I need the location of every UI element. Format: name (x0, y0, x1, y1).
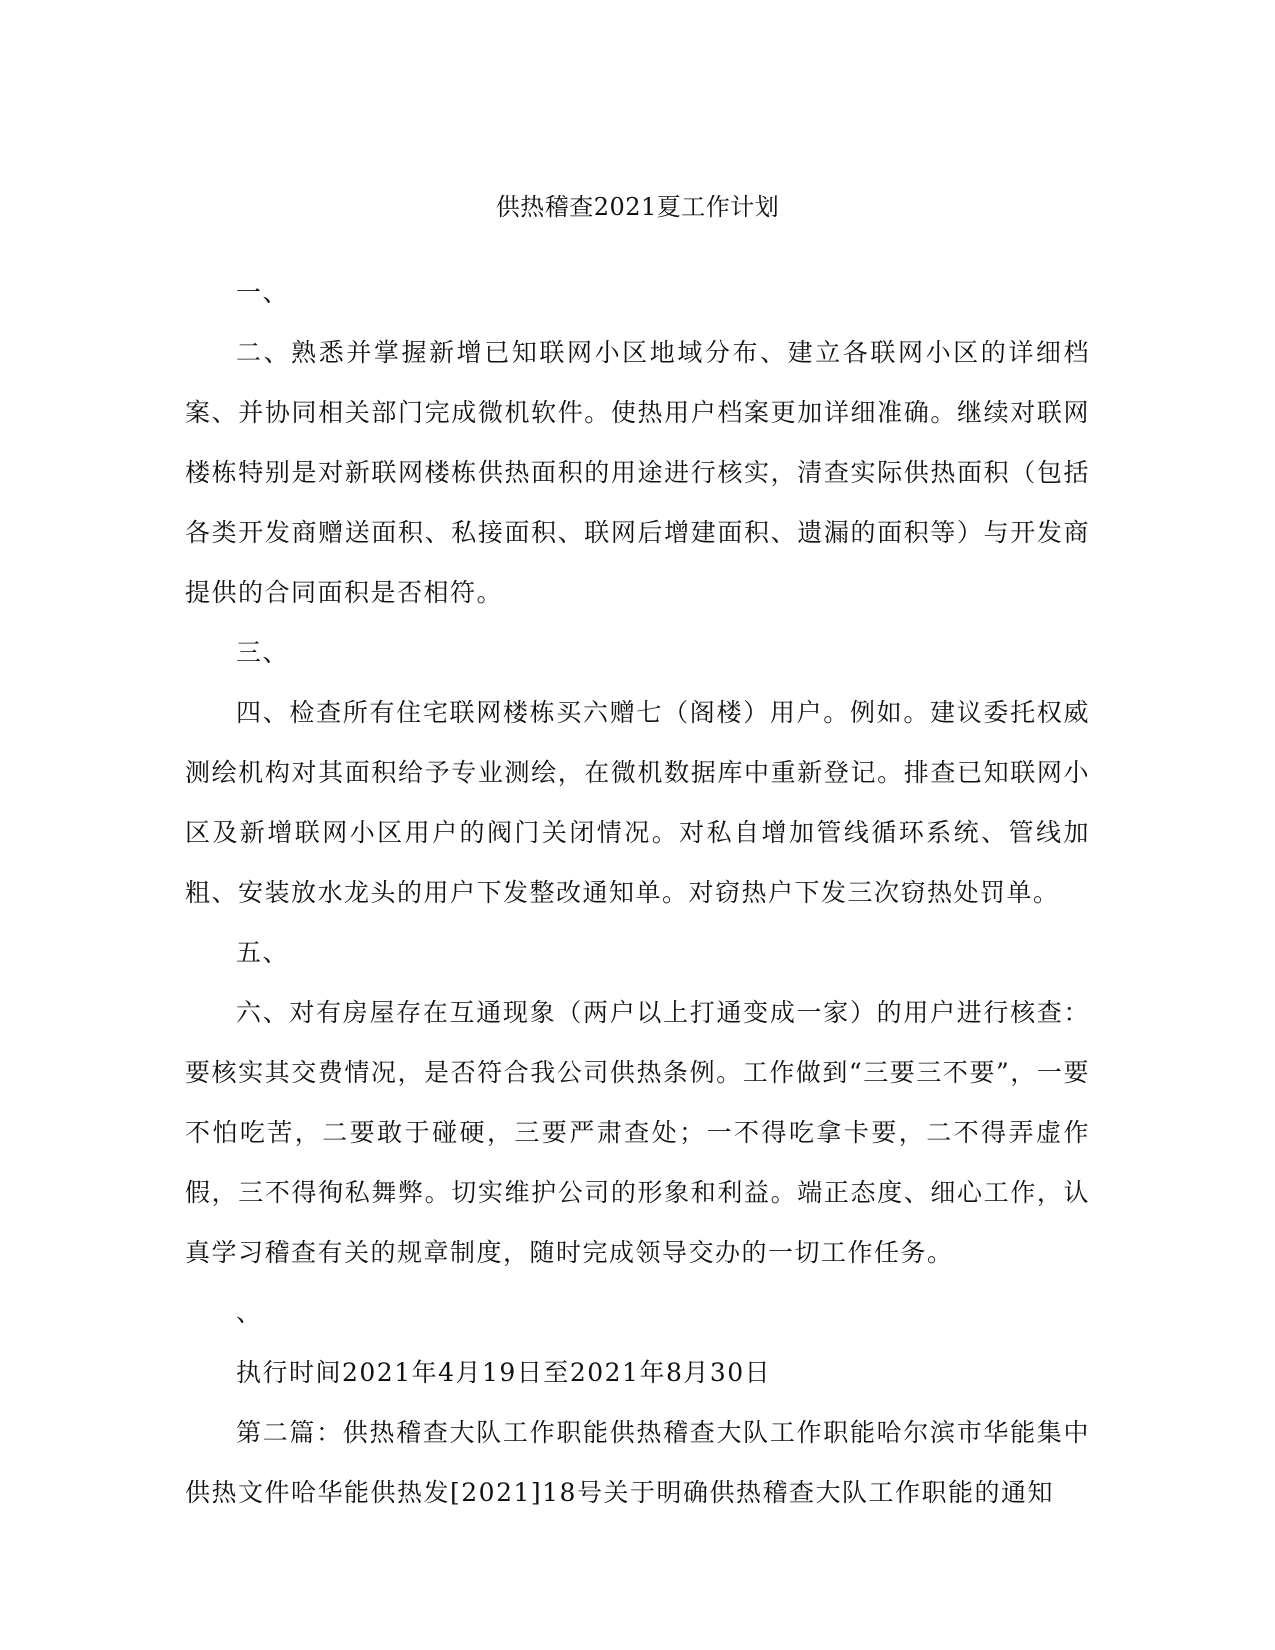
paragraph-2: 二、熟悉并掌握新增已知联网小区地域分布、建立各联网小区的详细档案、并协同相关部门完成微机软件。使热用户档案更加详细准确。继续对联网楼栋特别是对新联网楼栋供热面积的用途进行核实，清查实际供热面积（包括各类开发商赠送面积、私接面积、联网后增建面积、遗漏的面积等）与开发商提供的合同面积是否相符。 (185, 338, 1090, 607)
paragraph-1: 一、 (236, 278, 290, 307)
paragraph-4: 四、检查所有住宅联网楼栋买六赠七（阁楼）用户。例如。建议委托权威测绘机构对其面积给予专业测绘，在微机数据库中重新登记。排查已知联网小区及新增联网小区用户的阀门关闭情况。对私自增加管线循环系统、管线加粗、安装放水龙头的用户下发整改通知单。对窃热户下发三次窃热处罚单。 (185, 698, 1090, 907)
paragraph-3: 三、 (236, 638, 290, 667)
document-body (185, 263, 1090, 1523)
second-article-heading: 第二篇：供热稽查大队工作职能供热稽查大队工作职能哈尔滨市华能集中供热文件哈华能供热发[2021]18号关于明确供热稽查大队工作职能的通知 (185, 1418, 1090, 1507)
paragraph-7: 、 (236, 1298, 263, 1327)
paragraph-5: 五、 (236, 938, 290, 967)
paragraph-6: 六、对有房屋存在互通现象（两户以上打通变成一家）的用户进行核查：要核实其交费情况，是否符合我公司供热条例。工作做到“三要三不要”，一要不怕吃苦，二要敢于碰硬，三要严肃查处；一不得吃拿卡要，二不得弄虚作假，三不得徇私舞弊。切实维护公司的形象和利益。端正态度、细心工作，认真学习稽查有关的规章制度，随时完成领导交办的一切工作任务。 (185, 998, 1090, 1267)
document-title: 供热稽查2021夏工作计划 (495, 193, 780, 221)
execution-period: 执行时间2021年4月19日至2021年8月30日 (236, 1358, 772, 1387)
